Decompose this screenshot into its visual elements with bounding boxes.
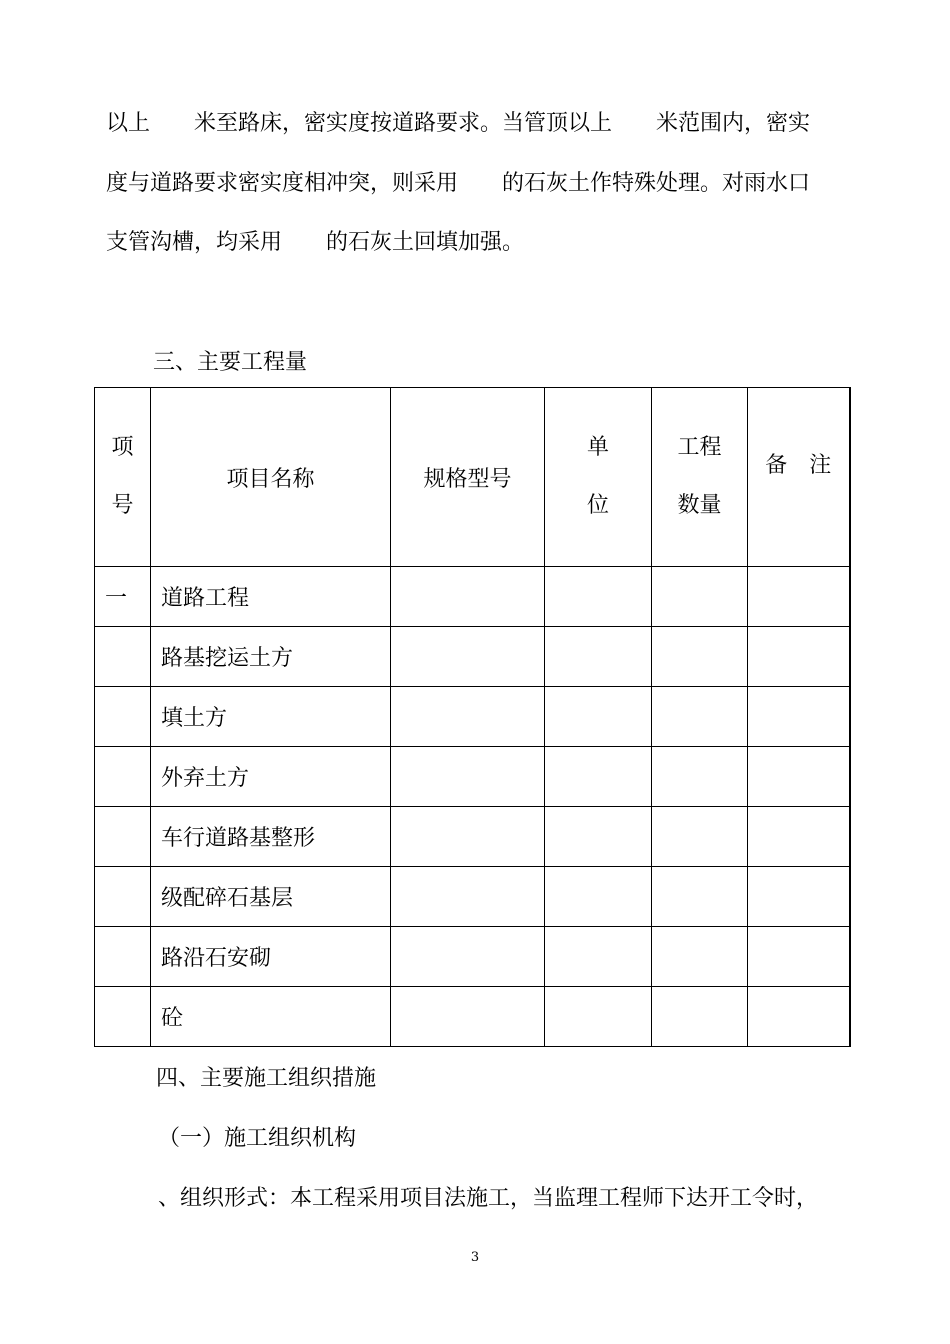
header-spec: 规格型号 bbox=[391, 388, 545, 567]
row-spec bbox=[391, 927, 545, 987]
row-spec bbox=[391, 867, 545, 927]
row-quantity bbox=[652, 747, 748, 807]
table-row bbox=[95, 747, 850, 807]
row-no bbox=[95, 687, 151, 747]
section-4-paragraph: 、组织形式：本工程采用项目法施工，当监理工程师下达开工令时， bbox=[158, 1186, 819, 1211]
row-name: 级配碎石基层 bbox=[151, 867, 391, 927]
section-3-title: 三、主要工程量 bbox=[153, 350, 308, 375]
header-name: 项目名称 bbox=[151, 388, 391, 567]
table-row bbox=[95, 567, 850, 627]
row-unit bbox=[545, 687, 652, 747]
table-row bbox=[95, 987, 850, 1047]
row-note bbox=[748, 747, 850, 807]
table-row bbox=[95, 627, 850, 687]
row-spec bbox=[391, 987, 545, 1047]
row-spec bbox=[391, 627, 545, 687]
header-quantity: 工程 数量 bbox=[652, 388, 748, 567]
row-unit bbox=[545, 747, 652, 807]
row-quantity bbox=[652, 567, 748, 627]
row-quantity bbox=[652, 687, 748, 747]
row-quantity bbox=[652, 987, 748, 1047]
row-unit bbox=[545, 867, 652, 927]
row-no bbox=[95, 747, 151, 807]
row-name: 车行道路基整形 bbox=[151, 807, 391, 867]
row-no bbox=[95, 807, 151, 867]
section-4-title: 四、主要施工组织措施 bbox=[156, 1066, 377, 1091]
row-note bbox=[748, 867, 850, 927]
row-quantity bbox=[652, 867, 748, 927]
row-quantity bbox=[652, 627, 748, 687]
row-name: 填土方 bbox=[151, 687, 391, 747]
row-spec bbox=[391, 807, 545, 867]
row-unit bbox=[545, 987, 652, 1047]
row-note bbox=[748, 807, 850, 867]
table-row bbox=[95, 927, 850, 987]
quantity-table bbox=[94, 387, 851, 1047]
row-name: 道路工程 bbox=[151, 567, 391, 627]
row-no bbox=[95, 987, 151, 1047]
row-no bbox=[95, 927, 151, 987]
row-note bbox=[748, 687, 850, 747]
row-no: 一 bbox=[95, 567, 151, 627]
row-note bbox=[748, 927, 850, 987]
row-quantity bbox=[652, 807, 748, 867]
row-spec bbox=[391, 687, 545, 747]
header-note: 备 注 bbox=[748, 388, 850, 567]
paragraph-line-1: 以上 米至路床，密实度按道路要求。当管顶以上 米范围内，密实 bbox=[106, 111, 811, 136]
row-no bbox=[95, 627, 151, 687]
header-no: 项 号 bbox=[95, 388, 151, 567]
table-row bbox=[95, 807, 850, 867]
row-quantity bbox=[652, 927, 748, 987]
table-header-row bbox=[95, 388, 850, 567]
paragraph-line-3: 支管沟槽，均采用 的石灰土回填加强。 bbox=[106, 230, 525, 255]
paragraph-line-2: 度与道路要求密实度相冲突，则采用 的石灰土作特殊处理。对雨水口 bbox=[106, 171, 811, 196]
row-name: 路沿石安砌 bbox=[151, 927, 391, 987]
row-no bbox=[95, 867, 151, 927]
row-unit bbox=[545, 627, 652, 687]
table-row bbox=[95, 687, 850, 747]
row-note bbox=[748, 567, 850, 627]
row-unit bbox=[545, 807, 652, 867]
table-row bbox=[95, 867, 850, 927]
row-name: 外弃土方 bbox=[151, 747, 391, 807]
row-note bbox=[748, 987, 850, 1047]
row-spec bbox=[391, 747, 545, 807]
header-unit: 单 位 bbox=[545, 388, 652, 567]
row-name: 砼 bbox=[151, 987, 391, 1047]
row-unit bbox=[545, 567, 652, 627]
row-spec bbox=[391, 567, 545, 627]
section-4-subtitle: （一）施工组织机构 bbox=[158, 1126, 357, 1151]
row-unit bbox=[545, 927, 652, 987]
row-name: 路基挖运土方 bbox=[151, 627, 391, 687]
row-note bbox=[748, 627, 850, 687]
page-number: 3 bbox=[470, 1250, 480, 1265]
